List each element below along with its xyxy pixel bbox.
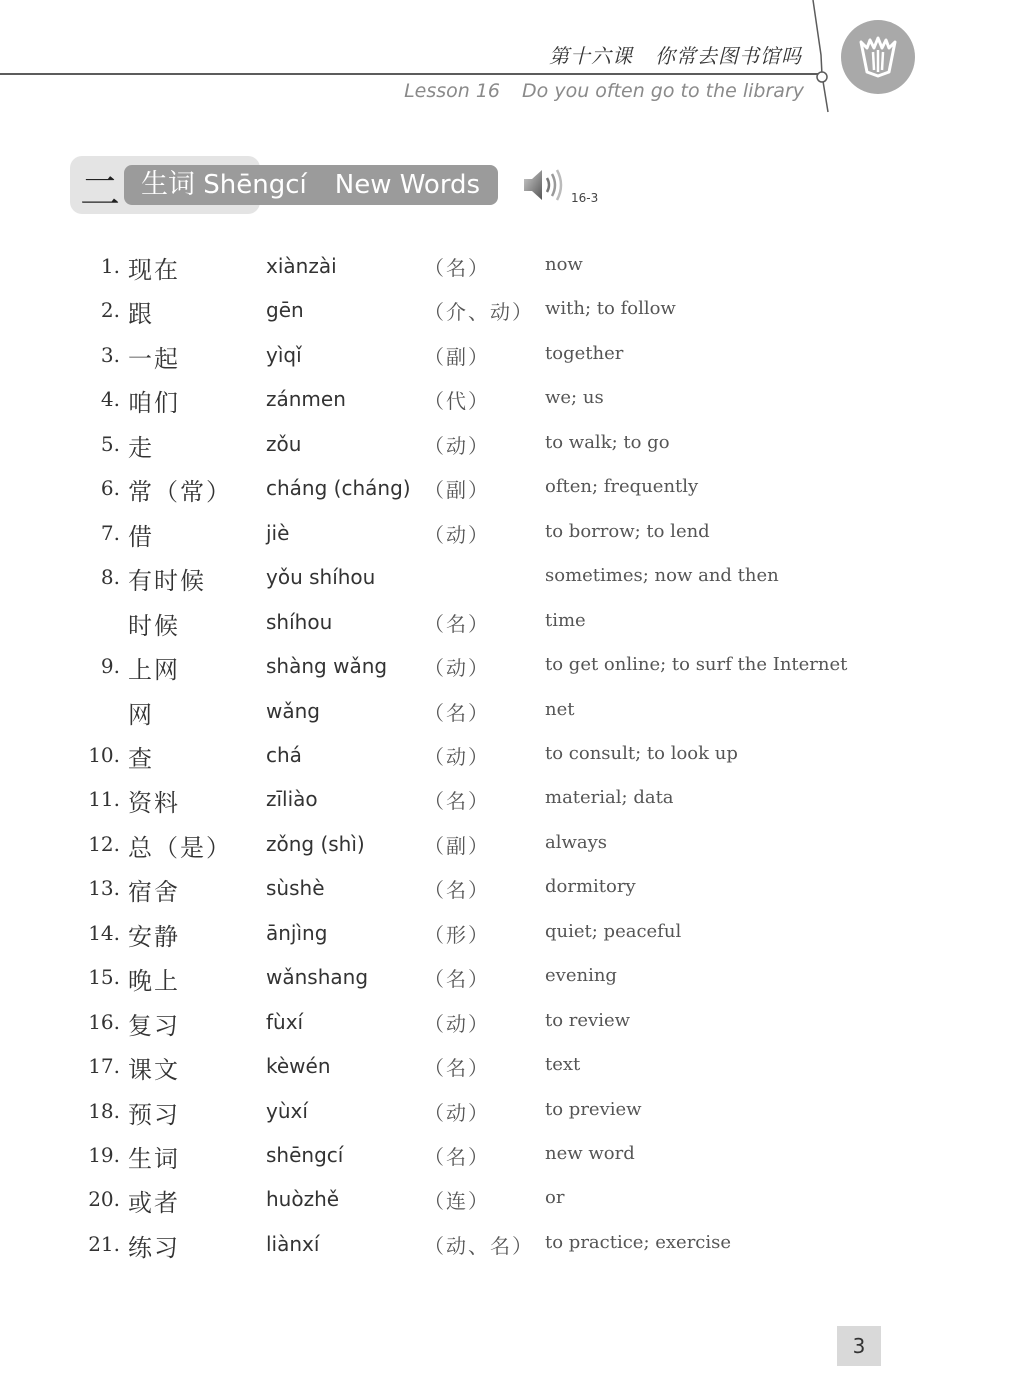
vocab-part-of-speech: （动） (424, 1101, 490, 1125)
vocab-hanzi: 安静 (128, 923, 180, 951)
vocab-pinyin: kèwén (266, 1054, 331, 1078)
section-title (141, 167, 480, 203)
vocab-pinyin: ānjìng (266, 921, 328, 945)
vocab-pinyin: xiànzài (266, 254, 337, 278)
vocab-number: 13. (88, 876, 120, 900)
vocab-row (0, 515, 1024, 555)
audio-track-code: 16-3 (571, 191, 599, 205)
vocab-pinyin: liànxí (266, 1232, 320, 1256)
vocab-part-of-speech: （动） (424, 523, 490, 547)
vocab-number: 21. (88, 1232, 120, 1256)
vocab-number: 18. (88, 1099, 120, 1123)
vocab-pinyin: shíhou (266, 610, 333, 634)
vocab-hanzi: 课文 (128, 1056, 180, 1084)
vocab-english: to get online; to surf the Internet (545, 654, 848, 675)
vocab-english: quiet; peaceful (545, 921, 682, 942)
vocab-english: to borrow; to lend (545, 521, 710, 542)
vocab-part-of-speech: （介、动） (424, 300, 534, 324)
vocab-pinyin: zǒu (266, 432, 302, 456)
vocab-pinyin: zǒng (shì) (266, 832, 365, 856)
vocab-pinyin: zīliào (266, 787, 318, 811)
vocab-pinyin: shàng wǎng (266, 654, 388, 678)
vocab-number: 16. (88, 1010, 120, 1034)
lesson-number-cn: 第十六课 (549, 44, 633, 68)
vocab-pinyin: fùxí (266, 1010, 304, 1034)
vocab-english: together (545, 343, 624, 364)
vocab-english: new word (545, 1143, 635, 1164)
vocab-part-of-speech: （名） (424, 701, 490, 725)
header-chinese (549, 40, 802, 69)
vocab-row (0, 337, 1024, 377)
vocab-part-of-speech: （动、名） (424, 1234, 534, 1258)
vocab-pinyin: wǎnshang (266, 965, 369, 989)
vocab-row (0, 1137, 1024, 1177)
vocab-english: time (545, 610, 586, 631)
lesson-number-en: Lesson 16 (404, 80, 501, 102)
vocab-part-of-speech: （名） (424, 612, 490, 636)
vocab-english: we; us (545, 387, 604, 408)
vocab-english: always (545, 832, 608, 853)
vocab-row (0, 1226, 1024, 1266)
vocab-hanzi: 有时候 (128, 567, 206, 595)
vocab-english: evening (545, 965, 617, 986)
vocab-part-of-speech: （名） (424, 967, 490, 991)
vocab-pinyin: gēn (266, 298, 304, 322)
vocab-row (0, 381, 1024, 421)
vocab-row (0, 1004, 1024, 1044)
vocab-number: 6. (100, 476, 120, 500)
lesson-title-cn: 你常去图书馆吗 (655, 44, 802, 68)
vocab-english: text (545, 1054, 581, 1075)
vocab-number: 12. (88, 832, 120, 856)
vocab-part-of-speech: （代） (424, 389, 490, 413)
vocab-row (0, 470, 1024, 510)
vocab-row (0, 604, 1024, 644)
vocab-english: to preview (545, 1099, 642, 1120)
vocab-hanzi: 咱们 (128, 389, 180, 417)
vocab-english: or (545, 1187, 565, 1208)
vocab-number: 10. (88, 743, 120, 767)
vocab-hanzi: 时候 (128, 612, 180, 640)
vocab-hanzi: 晚上 (128, 967, 180, 995)
vocab-english: to practice; exercise (545, 1232, 732, 1253)
vocab-part-of-speech: （形） (424, 923, 490, 947)
vocab-pinyin: wǎng (266, 699, 320, 723)
vocab-part-of-speech: （副） (424, 345, 490, 369)
vocab-row (0, 559, 1024, 599)
vocab-hanzi: 练习 (128, 1234, 180, 1262)
vocab-number: 17. (88, 1054, 120, 1078)
section-title-en: New Words (334, 170, 481, 200)
vocab-english: net (545, 699, 575, 720)
vocab-number: 4. (100, 387, 120, 411)
vocab-part-of-speech: （连） (424, 1189, 490, 1213)
vocab-number: 20. (88, 1187, 120, 1211)
vocab-row (0, 648, 1024, 688)
vocab-english: to review (545, 1010, 631, 1031)
header-rule (0, 73, 822, 75)
vocab-part-of-speech: （名） (424, 1145, 490, 1169)
vocab-row (0, 1048, 1024, 1088)
vocab-pinyin: zánmen (266, 387, 346, 411)
vocab-number: 7. (100, 521, 120, 545)
vocab-pinyin: yìqǐ (266, 343, 302, 367)
page-number: 3 (837, 1326, 881, 1366)
vocab-part-of-speech: （动） (424, 434, 490, 458)
speaker-icon[interactable] (522, 167, 564, 203)
vocab-pinyin: sùshè (266, 876, 325, 900)
vocab-hanzi: 资料 (128, 789, 180, 817)
section-title-pinyin: Shēngcí (203, 170, 307, 200)
vocab-number: 19. (88, 1143, 120, 1167)
section-title-cn: 生词 (141, 169, 195, 200)
vocab-part-of-speech: （名） (424, 1056, 490, 1080)
vocab-number: 5. (100, 432, 120, 456)
vocab-row (0, 915, 1024, 955)
vocab-part-of-speech: （动） (424, 656, 490, 680)
vocab-hanzi: 查 (128, 745, 154, 773)
vocab-number: 9. (100, 654, 120, 678)
vocab-number: 1. (100, 254, 120, 278)
vocab-row (0, 292, 1024, 332)
vocab-english: sometimes; now and then (545, 565, 779, 586)
vocab-hanzi: 宿舍 (128, 878, 180, 906)
vocab-number: 2. (100, 298, 120, 322)
vocab-number: 3. (100, 343, 120, 367)
vocab-number: 11. (88, 787, 120, 811)
vocab-pinyin: yùxí (266, 1099, 308, 1123)
vocab-part-of-speech: （副） (424, 834, 490, 858)
vocab-row (0, 959, 1024, 999)
vocab-english: to walk; to go (545, 432, 670, 453)
vocab-row (0, 737, 1024, 777)
vocab-row (0, 870, 1024, 910)
vocab-hanzi: 跟 (128, 300, 154, 328)
vocab-pinyin: chá (266, 743, 302, 767)
vocab-row (0, 1181, 1024, 1221)
vocab-row (0, 693, 1024, 733)
vocab-pinyin: yǒu shíhou (266, 565, 376, 589)
vocab-part-of-speech: （名） (424, 789, 490, 813)
vocab-english: with; to follow (545, 298, 676, 319)
vocab-part-of-speech: （动） (424, 1012, 490, 1036)
vocab-hanzi: 一起 (128, 345, 180, 373)
vocab-hanzi: 现在 (128, 256, 180, 284)
vocab-hanzi: 总（是） (128, 834, 232, 862)
vocab-english: often; frequently (545, 476, 699, 497)
vocab-row (0, 1093, 1024, 1133)
vocab-hanzi: 常（常） (128, 478, 232, 506)
vocab-hanzi: 复习 (128, 1012, 180, 1040)
lesson-title-en: Do you often go to the library (522, 80, 804, 102)
vocab-english: material; data (545, 787, 674, 808)
book-logo-icon (841, 20, 915, 94)
vocab-part-of-speech: （动） (424, 745, 490, 769)
vocab-hanzi: 网 (128, 701, 154, 729)
vocab-part-of-speech: （名） (424, 256, 490, 280)
vocab-row (0, 826, 1024, 866)
vocab-pinyin: huòzhě (266, 1187, 340, 1211)
vocab-number: 15. (88, 965, 120, 989)
vocab-pinyin: cháng (cháng) (266, 476, 411, 500)
vocab-part-of-speech: （副） (424, 478, 490, 502)
vocab-english: now (545, 254, 583, 275)
vocab-hanzi: 或者 (128, 1189, 180, 1217)
vocab-pinyin: shēngcí (266, 1143, 344, 1167)
vocab-hanzi: 预习 (128, 1101, 180, 1129)
vocab-hanzi: 上网 (128, 656, 180, 684)
header-english (404, 80, 804, 102)
vocab-row (0, 781, 1024, 821)
vocab-hanzi: 生词 (128, 1145, 180, 1173)
section-number: 二 (80, 169, 120, 215)
vocab-row (0, 248, 1024, 288)
vocab-number: 14. (88, 921, 120, 945)
vocab-row (0, 426, 1024, 466)
vocab-hanzi: 借 (128, 523, 154, 551)
vocab-hanzi: 走 (128, 434, 154, 462)
vocab-pinyin: jiè (266, 521, 290, 545)
vocab-number: 8. (100, 565, 120, 589)
vocab-english: to consult; to look up (545, 743, 738, 764)
vocab-english: dormitory (545, 876, 636, 897)
vocab-part-of-speech: （名） (424, 878, 490, 902)
